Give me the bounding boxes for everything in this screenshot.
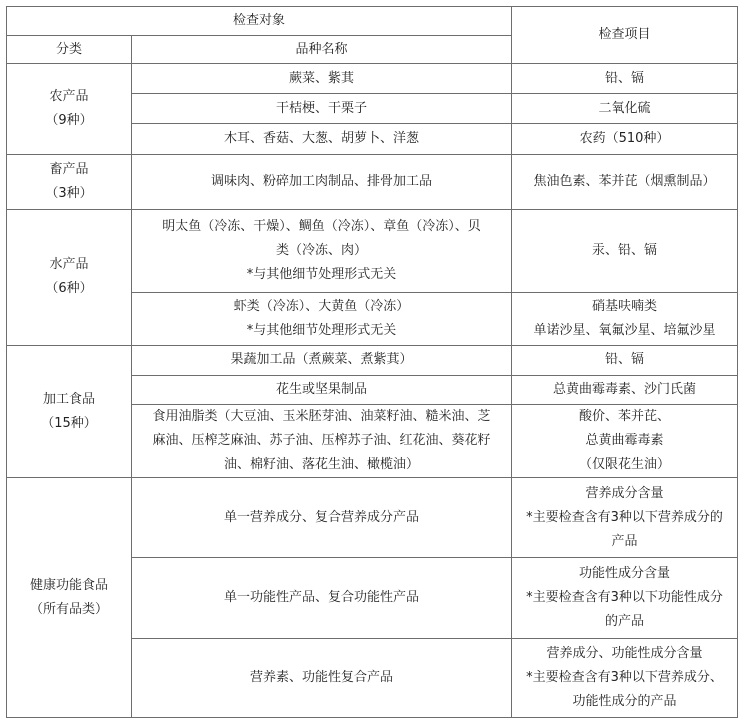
variety-line: 油、棉籽油、落花生油、橄榄油） [224,457,420,473]
header-row-top [7,7,738,36]
inspection-items-cell [512,94,738,124]
inspection-item-line: 二氧化硫 [598,100,651,116]
variety-line: 类（冷冻、肉） [276,242,368,258]
table-row [7,64,738,94]
variety-line: 食用油脂类（大豆油、玉米胚芽油、油菜籽油、糙米油、芝 [152,409,491,425]
variety-line: *与其他细节处理形式无关 [246,322,397,338]
variety-line: 木耳、香菇、大葱、胡萝卜、洋葱 [224,131,420,147]
inspection-item-line: 功能性成分的产品 [572,693,677,709]
variety-cell [132,64,512,94]
variety-line: 果蔬加工品（煮蕨菜、煮紫萁） [230,352,413,368]
variety-line: 营养素、功能性复合产品 [250,669,394,685]
variety-line: 单一功能性产品、复合功能性产品 [224,590,420,606]
inspection-items-cell [512,375,738,404]
inspection-item-line: 农药（510种） [579,131,670,147]
category-line: （6种） [45,281,93,297]
inspection-item-line: 产品 [611,533,638,549]
inspection-item-line: *主要检查含有3种以下营养成分、 [526,669,723,685]
header-inspection-object: 检查对象 [7,7,512,36]
table-row [7,155,738,209]
variety-cell [132,345,512,375]
inspection-item-line: 单诺沙星、氧氟沙星、培氟沙星 [533,322,716,338]
inspection-item-line: 的产品 [605,614,645,630]
category-line: 加工食品 [42,391,95,407]
category-cell [7,155,132,209]
variety-cell [132,155,512,209]
variety-line: 调味肉、粉碎加工肉制品、排骨加工品 [211,173,433,189]
inspection-items-cell [512,405,738,478]
variety-cell [132,375,512,404]
header-category: 分类 [7,36,132,64]
category-line: （9种） [45,113,93,129]
category-line: 水产品 [49,257,89,273]
inspection-item-line: *主要检查含有3种以下营养成分的 [526,509,723,525]
variety-line: *与其他细节处理形式无关 [246,266,397,282]
category-line: 畜产品 [49,161,89,177]
inspection-item-line: 铅、镉 [605,352,645,368]
inspection-items-cell [512,638,738,717]
variety-cell [132,638,512,717]
inspection-item-line: 铅、镉 [605,70,645,86]
table-row [7,209,738,292]
header-inspection-items: 检查项目 [512,7,738,64]
inspection-items-cell [512,558,738,638]
variety-line: 干桔梗、干栗子 [276,100,368,116]
header-variety-name: 品种名称 [132,36,512,64]
category-line: （所有品类） [29,601,108,617]
inspection-item-line: 总黄曲霉毒素、沙门氏菌 [553,382,697,397]
inspection-item-line: *主要检查含有3种以下功能性成分 [526,590,723,606]
inspection-item-line: 功能性成分含量 [579,566,671,582]
variety-line: 虾类（冷冻）、大黄鱼（冷冻） [233,298,410,314]
inspection-item-line: 汞、铅、镉 [592,242,658,258]
inspection-item-line: 焦油色素、苯并芘（烟熏制品） [533,173,716,189]
category-cell [7,209,132,345]
variety-cell [132,124,512,155]
inspection-item-line: 营养成分、功能性成分含量 [546,645,703,661]
category-line: （3种） [45,185,93,201]
variety-line: 麻油、压榨芝麻油、苏子油、压榨苏子油、红花油、葵花籽 [152,433,491,449]
variety-cell [132,405,512,478]
variety-cell [132,478,512,558]
variety-line: 单一营养成分、复合营养成分产品 [224,509,420,525]
inspection-items-cell [512,64,738,94]
inspection-items-cell [512,209,738,292]
table-row [7,478,738,558]
category-cell [7,478,132,718]
inspection-items-cell [512,345,738,375]
inspection-items-cell [512,124,738,155]
inspection-item-line: 硝基呋喃类 [592,298,658,314]
inspection-items-cell [512,292,738,345]
inspection-table-body [7,7,738,718]
variety-cell [132,558,512,638]
category-line: 农产品 [49,89,89,105]
category-cell [7,64,132,155]
variety-cell [132,209,512,292]
inspection-items-cell [512,478,738,558]
category-line: （15种） [41,415,97,431]
inspection-item-line: 酸价、苯并芘、 [579,409,671,425]
variety-line: 明太鱼（冷冻、干燥）、鲷鱼（冷冻）、章鱼（冷冻）、贝 [162,218,481,234]
inspection-items-cell [512,155,738,209]
variety-cell [132,292,512,345]
variety-line: 花生或坚果制品 [276,382,368,397]
inspection-item-line: 营养成分含量 [585,485,664,501]
category-line: 健康功能食品 [29,577,108,593]
inspection-table [6,6,738,718]
variety-line: 蕨菜、紫萁 [289,70,355,86]
category-cell [7,345,132,477]
table-row [7,345,738,375]
inspection-item-line: （仅限花生油） [579,457,671,473]
inspection-item-line: 总黄曲霉毒素 [585,433,664,449]
variety-cell [132,94,512,124]
